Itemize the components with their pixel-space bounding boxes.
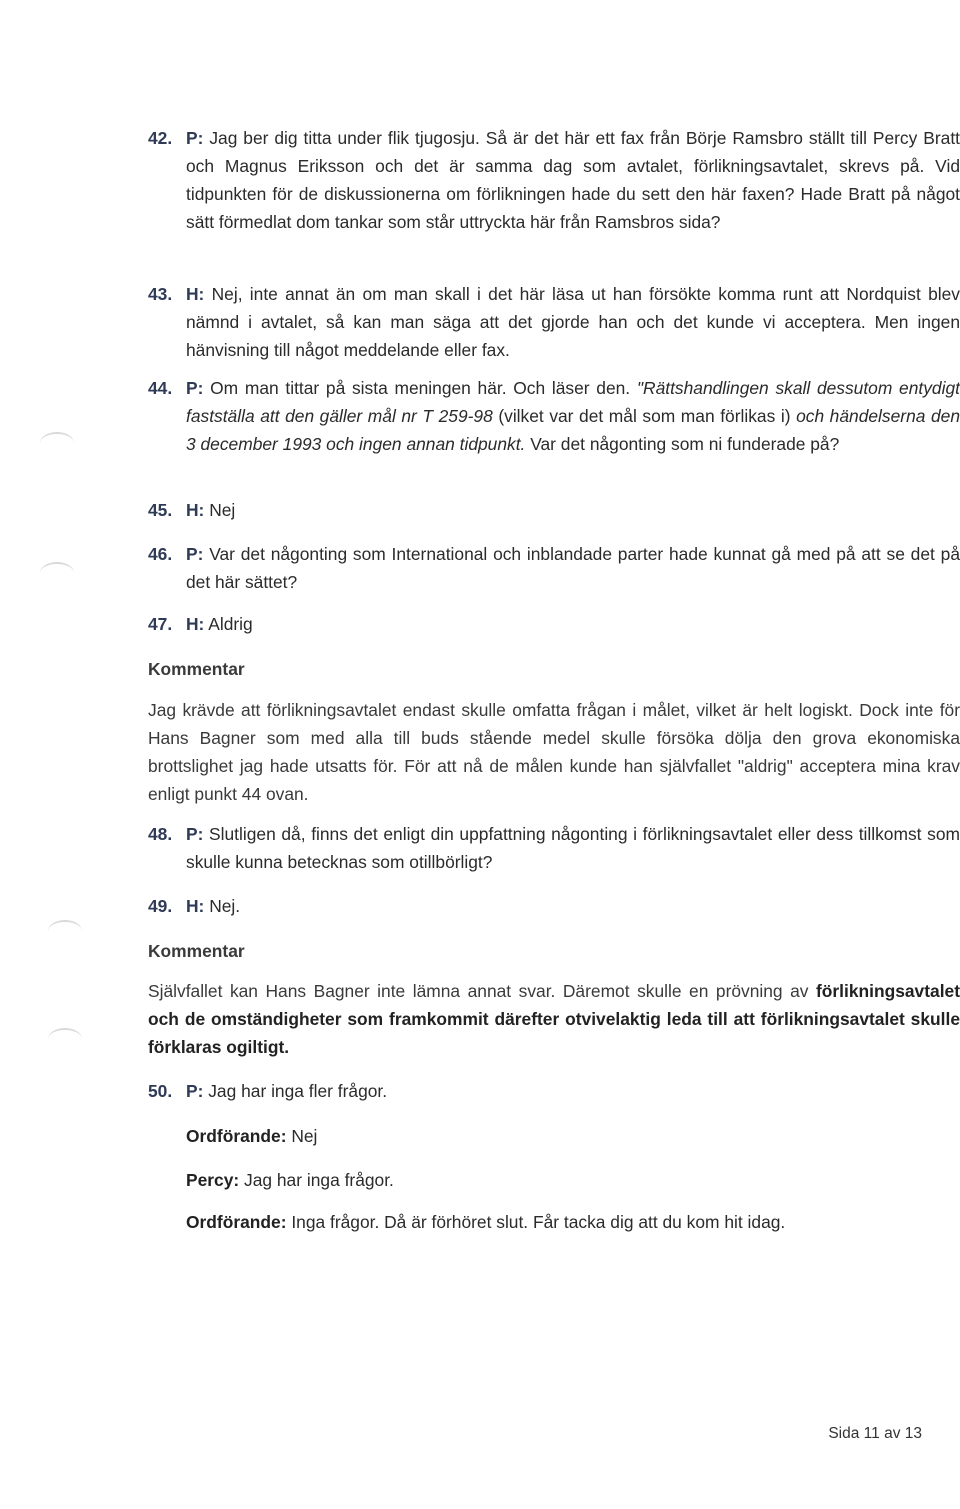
- item-text: Nej, inte annat än om man skall i det här läsa ut han försökte komma runt att Nordquist blev nämnd i avtalet, så kan man säga att det gjorde han och det kunde vi acceptera. Men ingen hänvisning till något meddelande eller fax.: [186, 284, 960, 360]
- speaker-label: P:: [186, 378, 204, 398]
- speaker-label: H:: [186, 614, 205, 634]
- item-text: Var det någonting som ni funderade på?: [525, 434, 840, 454]
- qa-item: [148, 1077, 960, 1105]
- item-number: 49.: [148, 896, 173, 916]
- quoted-text: "Rättshandlingen skall dessutom entydigt fastställa att den gäller mål nr T 259-98: [186, 378, 960, 426]
- speaker-label: Ordförande:: [186, 1212, 287, 1232]
- item-body: [186, 1077, 960, 1105]
- item-number: 43.: [148, 284, 173, 304]
- item-text: Slutligen då, finns det enligt din uppfattning någonting i förlikningsavtalet eller dess tillkomst som skulle kunna betecknas som otillbörligt?: [186, 824, 960, 872]
- speaker-label: H:: [186, 284, 205, 304]
- comment-text-bold: förlikningsavtalet och de omständigheter som framkommit därefter otvivelaktig leda till att förlikningsavtalet skulle förklaras ogiltigt.: [148, 981, 960, 1057]
- closing-line: [148, 1122, 960, 1150]
- closing-line: [148, 1208, 960, 1236]
- closing-line: [148, 1166, 960, 1194]
- scan-mark: [48, 920, 82, 942]
- comment-text: Jag krävde att förlikningsavtalet endast skulle omfatta frågan i målet, vilket är helt logiskt. Dock inte för Hans Bagner som med alla till buds stående medel skulle försöka dölja den grova ekonomiska brottslighet jag hade utsatts för. För att nå de målen kunde han självfallet "aldrig" acceptera mina krav enligt punkt 44 ovan.: [148, 700, 960, 804]
- item-body: [186, 892, 960, 920]
- comment-text: [148, 977, 960, 1061]
- qa-item: [148, 540, 960, 596]
- speaker-label: P:: [186, 128, 204, 148]
- qa-item: [148, 820, 960, 876]
- page-number: Sida 11 av 13: [828, 1425, 922, 1442]
- item-number: 48.: [148, 824, 173, 844]
- speaker-label: H:: [186, 500, 205, 520]
- speaker-label: P:: [186, 1081, 204, 1101]
- item-text: Var det någonting som International och inblandade parter hade kunnat gå med på att se det på det här sättet?: [186, 544, 960, 592]
- item-text: (vilket var det mål som man förlikas i): [492, 406, 797, 426]
- scan-mark: [40, 432, 74, 454]
- item-body: [186, 374, 960, 458]
- quoted-text: och händelserna den 3 december 1993 och ingen annan tidpunkt.: [186, 406, 960, 454]
- speaker-label: P:: [186, 824, 204, 844]
- qa-item: [148, 374, 960, 458]
- item-number: 46.: [148, 544, 173, 564]
- item-number: 45.: [148, 500, 173, 520]
- item-body: [186, 280, 960, 364]
- comment-heading: Kommentar: [148, 941, 245, 961]
- scan-mark: [48, 1028, 82, 1050]
- item-text: Om man tittar på sista meningen här. Och läser den.: [210, 378, 637, 398]
- item-number: 42.: [148, 128, 173, 148]
- speaker-label: H:: [186, 896, 205, 916]
- item-text: Nej.: [209, 896, 241, 916]
- item-number: 47.: [148, 614, 173, 634]
- item-text: Jag har inga fler frågor.: [208, 1081, 388, 1101]
- closing-text: Nej: [286, 1126, 318, 1146]
- speaker-label: Percy:: [186, 1170, 240, 1190]
- item-body: [186, 540, 960, 596]
- closing-text: Jag har inga frågor.: [239, 1170, 394, 1190]
- item-text: Aldrig: [208, 614, 253, 634]
- closing-text: Inga frågor. Då är förhöret slut. Får tacka dig att du kom hit idag.: [286, 1212, 786, 1232]
- item-body: [186, 820, 960, 876]
- speaker-label: P:: [186, 544, 204, 564]
- item-number: 50.: [148, 1081, 173, 1101]
- closing-body: [186, 1166, 960, 1194]
- item-body: [186, 124, 960, 236]
- item-body: [186, 496, 960, 524]
- item-body: [186, 610, 960, 638]
- qa-item: [148, 610, 960, 638]
- comment-text-regular: Självfallet kan Hans Bagner inte lämna annat svar. Däremot skulle en prövning av: [148, 981, 816, 1001]
- item-text: Nej: [209, 500, 236, 520]
- closing-body: [186, 1122, 960, 1150]
- qa-item: [148, 496, 960, 524]
- qa-item: [148, 280, 960, 364]
- comment-heading: Kommentar: [148, 659, 245, 679]
- speaker-label: Ordförande:: [186, 1126, 287, 1146]
- qa-item: [148, 124, 960, 236]
- closing-body: [186, 1208, 960, 1236]
- item-number: 44.: [148, 378, 173, 398]
- scan-mark: [40, 562, 74, 584]
- item-text: Jag ber dig titta under flik tjugosju. Så är det här ett fax från Börje Ramsbro ställt till Percy Bratt och Magnus Eriksson och det är samma dag som avtalet, förlikningsavtalet, skrevs på. Vid tidpunkten för de diskussionerna om förlikningen hade du sett den här faxen? Hade Bratt på något sätt förmedlat dom tankar som står uttryckta här från Ramsbros sida?: [186, 128, 960, 232]
- qa-item: [148, 892, 960, 920]
